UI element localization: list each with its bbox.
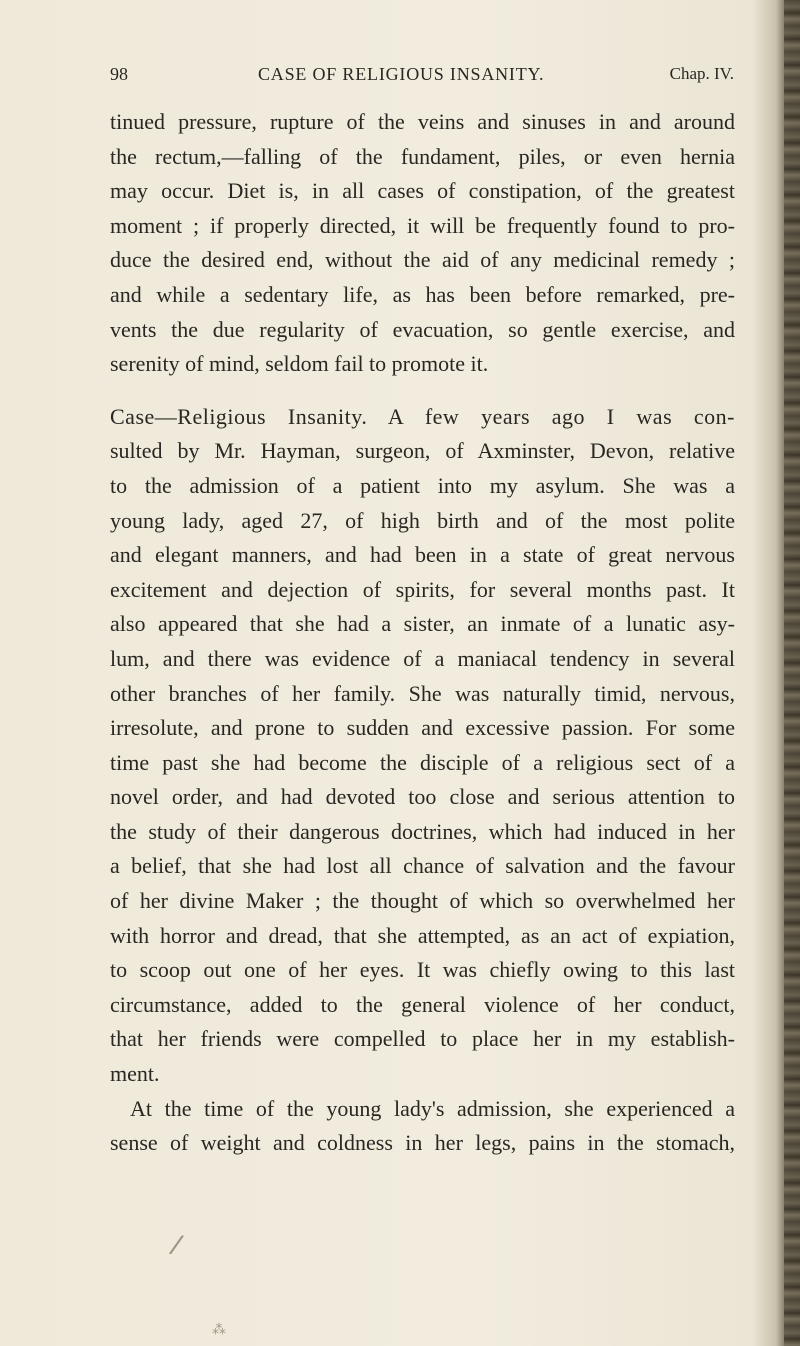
text-line: may occur. Diet is, in all cases of constipation, of the greatest [110, 178, 735, 204]
text-line: serenity of mind, seldom fail to promote it. [110, 351, 489, 377]
text-line: At the time of the young lady's admission, she experienced a [130, 1095, 735, 1121]
text-line: to scoop out one of her eyes. It was chiefly owing to this last [110, 957, 735, 983]
text-line: sense of weight and coldness in her legs, pains in the stomach, [110, 1130, 735, 1156]
text-line: novel order, and had devoted too close and serious attention to [110, 784, 735, 810]
page-number: 98 [110, 64, 128, 84]
text-line: young lady, aged 27, of high birth and of the most polite [110, 507, 735, 533]
text-line: circumstance, added to the general violence of her conduct, [110, 991, 735, 1017]
text-line: and while a sedentary life, as has been before remarked, pre- [110, 281, 735, 307]
running-header [110, 64, 734, 94]
text-line: lum, and there was evidence of a maniacal tendency in several [110, 645, 735, 671]
smudge-icon: ⁂ [212, 1322, 226, 1338]
text-line: a belief, that she had lost all chance of salvation and the favour [110, 853, 735, 879]
paragraph [110, 400, 735, 1092]
text-line: excitement and dejection of spirits, for several months past. It [110, 576, 735, 602]
paragraph [110, 105, 735, 382]
text-line: moment ; if properly directed, it will be frequently found to pro- [110, 212, 735, 238]
page-edge [784, 0, 800, 1346]
text-line: ment. [110, 1061, 160, 1087]
text-line: also appeared that she had a sister, an inmate of a lunatic asy- [110, 611, 735, 637]
body-text [110, 105, 735, 1161]
text-line: tinued pressure, rupture of the veins and sinuses in and around [110, 109, 735, 134]
text-line: of her divine Maker ; the thought of which so overwhelmed her [110, 888, 735, 914]
pencil-mark-icon: / [167, 1229, 186, 1261]
text-line: to the admission of a patient into my asylum. She was a [110, 472, 735, 498]
text-line: other branches of her family. She was naturally timid, nervous, [110, 680, 735, 706]
paragraph [110, 1092, 735, 1161]
chapter-label: Chap. IV. [669, 64, 734, 83]
text-line: sulted by Mr. Hayman, surgeon, of Axminster, Devon, relative [110, 438, 735, 464]
text-line: and elegant manners, and had been in a state of great nervous [110, 542, 735, 568]
text-line: the rectum,—falling of the fundament, piles, or even hernia [110, 143, 735, 169]
text-line: the study of their dangerous doctrines, which had induced in her [110, 818, 735, 844]
text-line: time past she had become the disciple of a religious sect of a [110, 749, 735, 775]
text-line: vents the due regularity of evacuation, so gentle exercise, and [110, 316, 735, 342]
case-heading-line: Case—Religious Insanity. A few years ago I was con- [110, 403, 735, 429]
text-line: irresolute, and prone to sudden and excessive passion. For some [110, 715, 735, 741]
paragraph-gap [110, 382, 735, 400]
running-title: CASE OF RELIGIOUS INSANITY. [258, 64, 545, 84]
text-line: duce the desired end, without the aid of any medicinal remedy ; [110, 247, 735, 273]
text-line: that her friends were compelled to place her in my establish- [110, 1026, 735, 1052]
text-line: with horror and dread, that she attempted, as an act of expiation, [110, 922, 735, 948]
